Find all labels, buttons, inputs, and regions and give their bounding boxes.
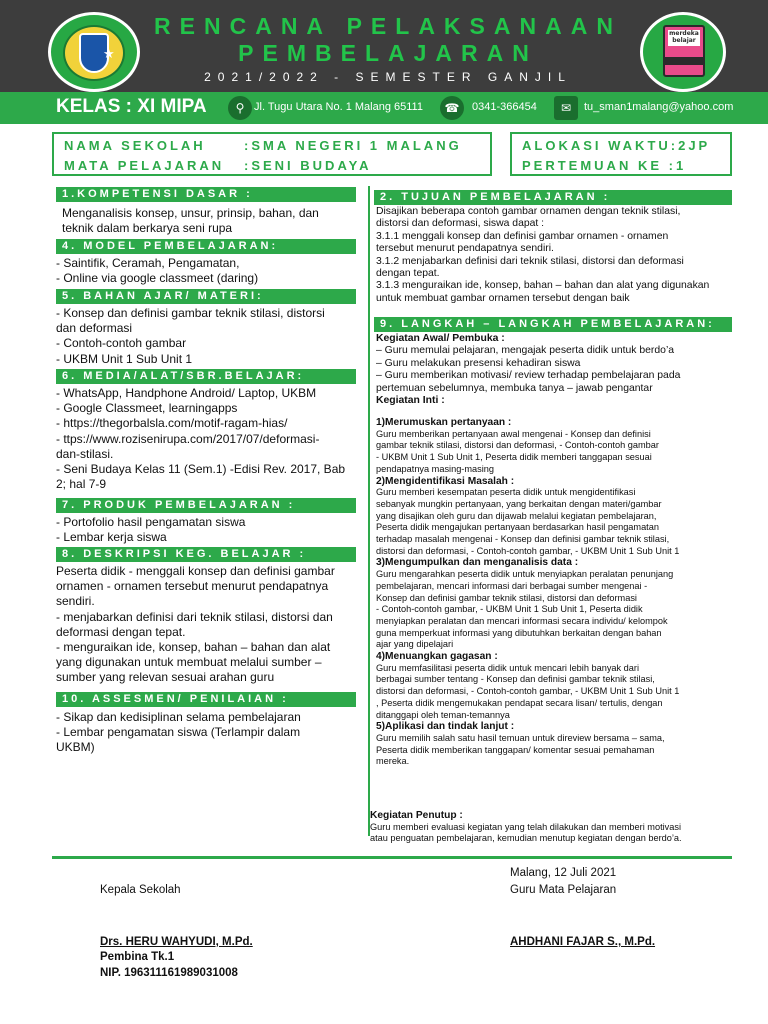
signature-date: Malang, 12 Juli 2021 bbox=[510, 867, 617, 879]
document-title-line1: RENCANA PELAKSANAAN bbox=[154, 13, 622, 39]
column-divider bbox=[368, 186, 370, 836]
phone-text: 0341-366454 bbox=[472, 101, 537, 113]
section-model-body: - Saintifik, Ceramah, Pengamatan, - Online via google classmeet (daring) bbox=[56, 256, 259, 286]
province-logo: ★ bbox=[48, 12, 140, 92]
section-bahan-body: - Konsep dan definisi gambar teknik stilasi, distorsi dan deformasi - Contoh-contoh gambar - UKBM Unit 1 Sub Unit 1 bbox=[56, 306, 325, 366]
merdeka-belajar-logo bbox=[640, 12, 726, 92]
section-kompetensi-body: Menganalisis konsep, unsur, prinsip, bahan, dan teknik dalam berkarya seni rupa bbox=[62, 206, 319, 236]
header-banner bbox=[0, 0, 768, 92]
guru-label: Guru Mata Pelajaran bbox=[510, 884, 617, 896]
guru-name: AHDHANI FAJAR S., M.Pd. bbox=[510, 936, 656, 948]
phone-icon: ☎ bbox=[440, 96, 464, 120]
kepala-sekolah-nip: NIP. 196311161989031008 bbox=[100, 967, 238, 979]
section-assesmen-header: 10. ASSESMEN/ PENILAIAN : bbox=[56, 692, 356, 707]
mapel-label: MATA PELAJARAN bbox=[64, 158, 225, 173]
mapel-value: :SENI BUDAYA bbox=[244, 158, 372, 173]
kepala-sekolah-name: Drs. HERU WAHYUDI, M.Pd. bbox=[100, 936, 253, 948]
address-text: Jl. Tugu Utara No. 1 Malang 65111 bbox=[254, 101, 423, 113]
kelas-label: KELAS : XI MIPA bbox=[56, 96, 207, 117]
section-tujuan-header: 2. TUJUAN PEMBELAJARAN : bbox=[374, 190, 732, 205]
section-bahan-header: 5. BAHAN AJAR/ MATERI: bbox=[56, 289, 356, 304]
section-produk-header: 7. PRODUK PEMBELAJARAN : bbox=[56, 498, 356, 513]
contact-bar bbox=[0, 92, 768, 124]
pertemuan: PERTEMUAN KE :1 bbox=[522, 158, 687, 173]
kepala-sekolah-label: Kepala Sekolah bbox=[100, 884, 181, 896]
section-media-body: - WhatsApp, Handphone Android/ Laptop, UKBM - Google Classmeet, learningapps - https://thegorbalsla.com/motif-ragam-hias/ - ttps://www.rozisenirupa.com/2017/07/deformasi- dan-stilasi. - Seni Budaya Kelas 11 (Sem.1) -Edisi Rev. 2017, Bab 2; hal 7-9 bbox=[56, 386, 346, 492]
section-media-header: 6. MEDIA/ALAT/SBR.BELAJAR: bbox=[56, 369, 356, 384]
section-langkah-awal: Kegiatan Awal/ Pembuka : – Guru memulai pelajaran, mengajak peserta didik untuk berdo’a – Guru melakukan presensi kehadiran siswa – Guru memberikan motivasi/ review terhadap pembelajaran pada pertemuan sebelumnya, membuka tanya – jawab pengantar Kegiatan Inti : bbox=[376, 333, 681, 407]
kepala-sekolah-rank: Pembina Tk.1 bbox=[100, 951, 175, 963]
school-info-box bbox=[52, 132, 492, 176]
sekolah-label: NAMA SEKOLAH bbox=[64, 138, 206, 153]
sekolah-value: :SMA NEGERI 1 MALANG bbox=[244, 138, 462, 153]
section-deskripsi-body: Peserta didik - menggali konsep dan definisi gambar ornamen - ornamen tersebut menurut pendapatnya sendiri. - menjabarkan definisi dari teknik stilasi, distorsi dan deformasi dengan tepat. - menguraikan ide, konsep, bahan – bahan dan alat yang digunakan untuk membuat melalui sumber – sumber yang relevan sesuai arahan guru bbox=[56, 564, 335, 685]
section-tujuan-body: Disajikan beberapa contoh gambar ornamen dengan teknik stilasi, distorsi dan deformasi, siswa dapat : 3.1.1 menggali konsep dan definisi gambar ornamen - ornamen tersebut menurut pendapatnya sendiri. 3.1.2 menjabarkan definisi dari teknik stilasi, distorsi dan deformasi dengan tepat. 3.1.3 menguraikan ide, konsep, bahan – bahan dan alat yang digunakan untuk membuat gambar ornamen tersebut dengan baik bbox=[376, 206, 710, 304]
location-pin-icon: ⚲ bbox=[228, 96, 252, 120]
footer-divider bbox=[52, 856, 732, 859]
logo-text: merdeka belajar bbox=[669, 30, 699, 44]
section-langkah-inti: 1)Merumuskan pertanyaan : Guru memberikan pertanyaan awal mengenai - Konsep dan definisi gambar teknik stilasi, distorsi dan deformasi, - Contoh-contoh gambar - UKBM Unit 1 Sub Unit 1, Peserta didik memberi tanggapan sesuai pendapatnya masing-masing 2)Mengidentifikasi Masalah : Guru memberi kesempatan peserta didik untuk mengidentifikasi sebanyak mungkin pertanyaan, yang berkaitan dengan materi/gambar yang disajikan oleh guru dan dijawab melalui kegiatan pembelajaran, Peserta didik mengajukan pertanyaan berdasarkan hasil pengamatan terhadap masalah mengenai - Konsep dan definisi gambar teknik stilasi, distorsi dan deformasi, - Contoh-contoh gambar, - UKBM Unit 1 Sub Unit 1 3)Mengumpulkan dan menganalisis data : Guru mengarahkan peserta didik untuk menyiapkan peralatan penunjang pembelajaran, mencari informasi dari berbagai sumber mengenai - Konsep dan definisi gambar teknik stilasi, distorsi dan deformasi - Contoh-contoh gambar, - UKBM Unit 1 Sub Unit 1, Peserta didik menyiapkan peralatan dan mencari informasi secara individu/ kelompok guna memperkuat informasi yang dibutuhkan berkaitan dengan bahan ajar yang dipelajari 4)Menuangkan gagasan : Guru memfasilitasi peserta didik untuk mencari lebih banyak dari berbagai sumber tentang - Konsep dan definisi gambar teknik stilasi, distorsi dan deformasi, - Contoh-contoh gambar, - UKBM Unit 1 Sub Unit 1 , Peserta didik mengemukakan pendapat secara lisan/ tertulis, dengan ditanggapi oleh teman-temannya 5)Aplikasi dan tindak lanjut : Guru memilih salah satu hasil temuan untuk direview bersama – sama, Peserta didik memberikan tanggapan/ komentar sesuai pemahaman mereka. bbox=[376, 417, 680, 767]
section-produk-body: - Portofolio hasil pengamatan siswa - Lembar kerja siswa bbox=[56, 515, 246, 545]
section-langkah-penutup: Kegiatan Penutup : Guru memberi evaluasi kegiatan yang telah dilakukan dan memberi motivasi atau penguatan pembelajaran, kemudian menutup kegiatan dengan berdo’a. bbox=[370, 810, 682, 844]
section-langkah-header: 9. LANGKAH – LANGKAH PEMBELAJARAN: bbox=[374, 317, 732, 332]
section-model-header: 4. MODEL PEMBELAJARAN: bbox=[56, 239, 356, 254]
time-info-box bbox=[510, 132, 732, 176]
section-deskripsi-header: 8. DESKRIPSI KEG. BELAJAR : bbox=[56, 547, 356, 562]
email-text: tu_sman1malang@yahoo.com bbox=[584, 101, 734, 113]
document-subtitle: 2021/2022 - SEMESTER GANJIL bbox=[204, 70, 572, 84]
section-assesmen-body: - Sikap dan kedisiplinan selama pembelajaran - Lembar pengamatan siswa (Terlampir dalam UKBM) bbox=[56, 710, 301, 755]
document-title-line2: PEMBELAJARAN bbox=[238, 40, 538, 66]
section-kompetensi-header: 1.KOMPETENSI DASAR : bbox=[56, 187, 356, 202]
alokasi-waktu: ALOKASI WAKTU:2JP bbox=[522, 138, 711, 153]
mail-icon: ✉ bbox=[554, 96, 578, 120]
